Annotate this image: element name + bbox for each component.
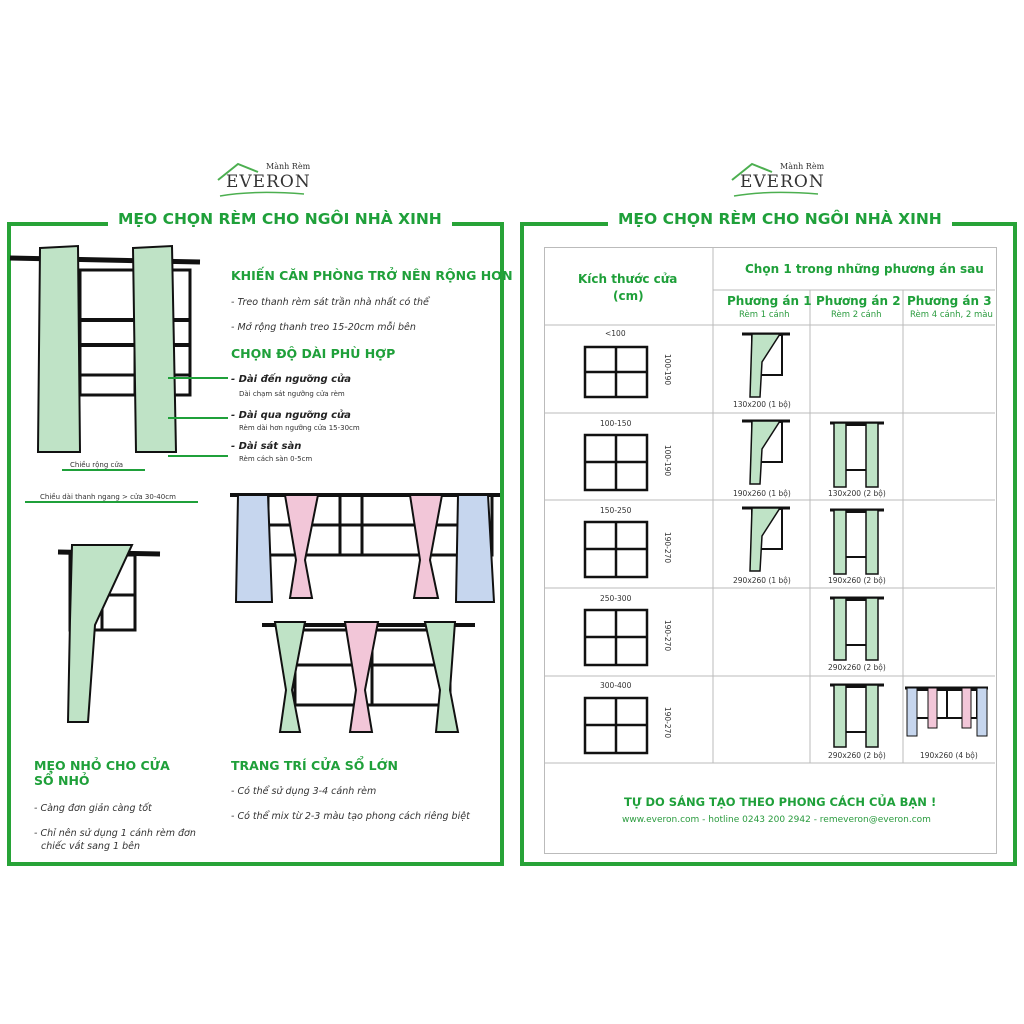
length-item-1-title: - Dài đến ngưỡng cửa bbox=[231, 374, 351, 385]
size-header-2: (cm) bbox=[613, 289, 644, 303]
small-tip-3: chiếc vắt sang 1 bên bbox=[41, 841, 140, 852]
option-1-name: Phương án 1 bbox=[727, 294, 812, 308]
option3-curtain-icon bbox=[905, 688, 988, 736]
length-heading: CHỌN ĐỘ DÀI PHÙ HỢP bbox=[231, 346, 396, 361]
row2-width: 100-150 bbox=[600, 419, 632, 428]
row5-height: 190-270 bbox=[663, 706, 673, 739]
small-window-heading-2: SỔ NHỎ bbox=[34, 773, 90, 788]
row5-width: 300-400 bbox=[600, 681, 632, 690]
row5-opt2: 290x260 (2 bộ) bbox=[828, 751, 886, 760]
row1-width: <100 bbox=[605, 329, 626, 338]
brand-small: Mành Rèm bbox=[266, 162, 311, 171]
row3-width: 150-250 bbox=[600, 506, 632, 515]
row5-opt3: 190x260 (4 bộ) bbox=[920, 751, 978, 760]
left-title: MẸO CHỌN RÈM CHO NGÔI NHÀ XINH bbox=[108, 210, 452, 228]
brand-small: Mành Rèm bbox=[780, 162, 825, 171]
right-title: MẸO CHỌN RÈM CHO NGÔI NHÀ XINH bbox=[608, 210, 952, 228]
small-window-heading-1: MẸO NHỎ CHO CỬA bbox=[34, 758, 170, 773]
size-window-icons bbox=[585, 347, 647, 753]
row2-opt2: 130x200 (2 bộ) bbox=[828, 489, 886, 498]
length-item-2-note: Rèm dài hơn ngưỡng cửa 15-30cm bbox=[239, 424, 360, 432]
widen-tip-2: - Mở rộng thanh treo 15-20cm mỗi bên bbox=[231, 322, 416, 333]
row1-opt1: 130x200 (1 bộ) bbox=[733, 400, 791, 409]
option1-curtain-icons bbox=[742, 334, 790, 571]
window-width-label: Chiều rộng cửa bbox=[70, 461, 124, 469]
small-tip-2: - Chỉ nên sử dụng 1 cánh rèm đơn bbox=[34, 828, 196, 839]
row1-height: 100-190 bbox=[663, 353, 673, 386]
option-1-sub: Rèm 1 cánh bbox=[739, 310, 790, 320]
row2-opt1: 190x260 (1 bộ) bbox=[733, 489, 791, 498]
option-2-sub: Rèm 2 cánh bbox=[831, 310, 882, 320]
option-2-name: Phương án 2 bbox=[816, 294, 901, 308]
large-window-heading: TRANG TRÍ CỬA SỔ LỚN bbox=[231, 758, 399, 773]
widen-tip-1: - Treo thanh rèm sát trần nhà nhất có thể bbox=[231, 297, 429, 308]
option-3-name: Phương án 3 bbox=[907, 294, 992, 308]
small-tip-1: - Càng đơn giản càng tốt bbox=[34, 803, 152, 814]
length-item-3-note: Rèm cách sàn 0-5cm bbox=[239, 455, 313, 463]
rod-length-label: Chiều dài thanh ngang > cửa 30-40cm bbox=[40, 493, 176, 501]
widen-heading: KHIẾN CĂN PHÒNG TRỞ NÊN RỘNG HƠN bbox=[231, 268, 513, 283]
length-item-2-title: - Dài qua ngưỡng cửa bbox=[231, 410, 351, 421]
brand-name: EVERON bbox=[740, 172, 825, 192]
footer-slogan: TỰ DO SÁNG TẠO THEO PHONG CÁCH CỦA BẠN ! bbox=[624, 795, 937, 809]
row3-opt1: 290x260 (1 bộ) bbox=[733, 576, 791, 585]
option2-curtain-icons bbox=[830, 423, 884, 747]
large-tip-1: - Có thể sử dụng 3-4 cánh rèm bbox=[231, 786, 377, 797]
row3-height: 190-270 bbox=[663, 531, 673, 564]
row4-opt2: 290x260 (2 bộ) bbox=[828, 663, 886, 672]
length-item-3-title: - Dài sát sàn bbox=[231, 441, 302, 452]
brand-name: EVERON bbox=[226, 172, 311, 192]
row3-opt2: 190x260 (2 bộ) bbox=[828, 576, 886, 585]
footer-contact: www.everon.com - hotline 0243 200 2942 - remeveron@everon.com bbox=[622, 815, 931, 825]
row4-height: 190-270 bbox=[663, 619, 673, 652]
row2-height: 100-190 bbox=[663, 444, 673, 477]
large-tip-2: - Có thể mix từ 2-3 màu tạo phong cách riêng biệt bbox=[231, 811, 470, 822]
size-header-1: Kích thước cửa bbox=[578, 272, 678, 286]
choose-header: Chọn 1 trong những phương án sau bbox=[745, 262, 984, 276]
option-3-sub: Rèm 4 cánh, 2 màu bbox=[910, 310, 993, 320]
length-item-1-note: Dài chạm sát ngưỡng cửa rèm bbox=[239, 390, 345, 398]
row4-width: 250-300 bbox=[600, 594, 632, 603]
